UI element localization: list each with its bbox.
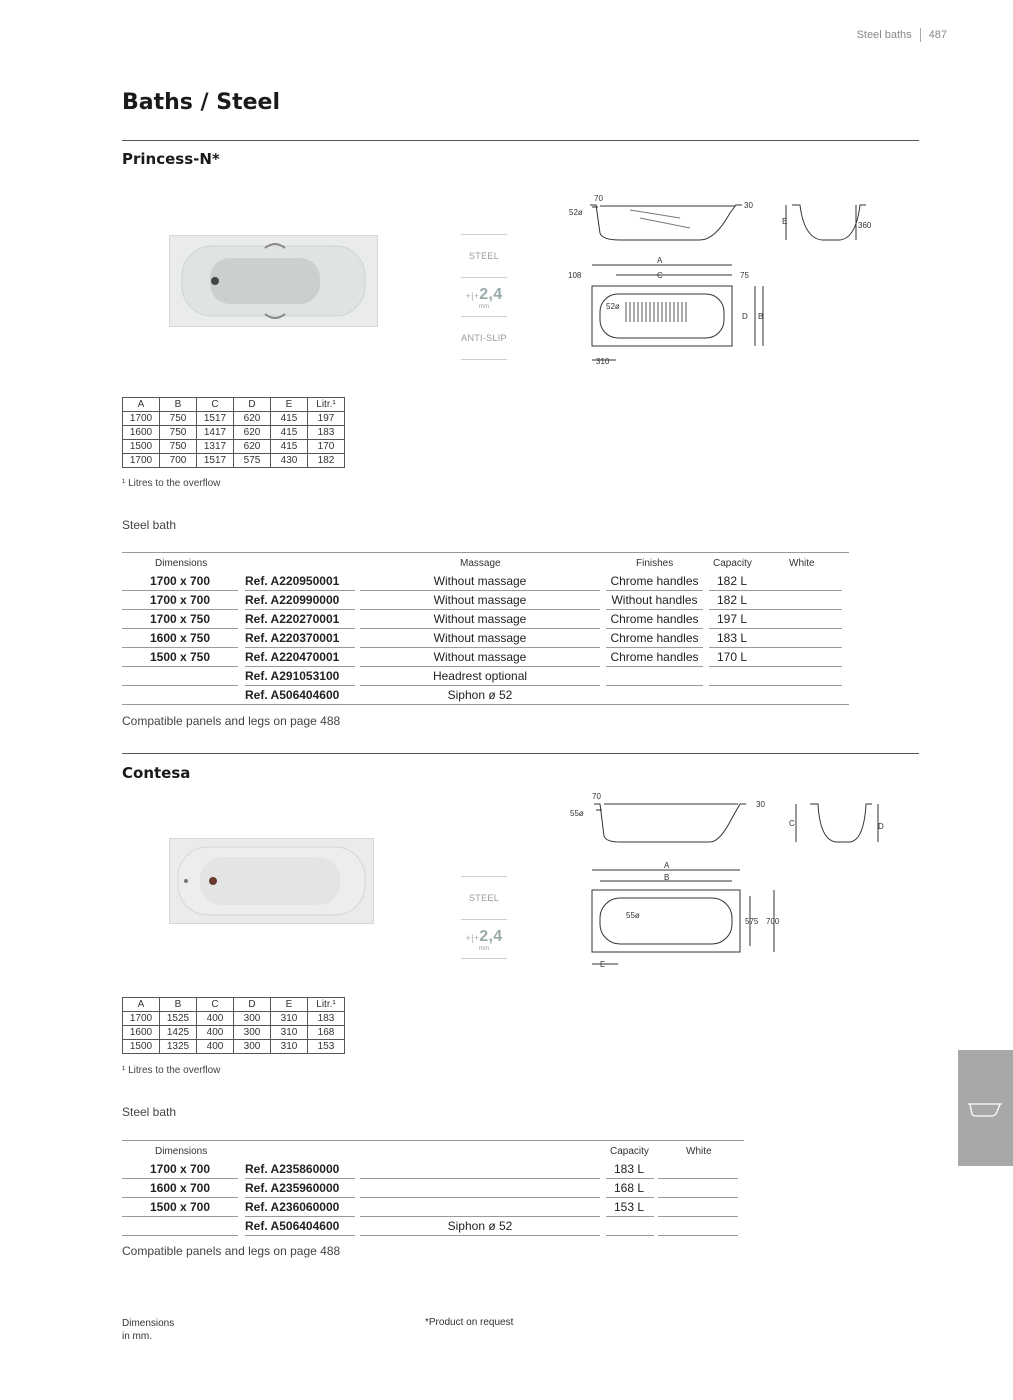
massage-cell: Without massage	[360, 648, 600, 667]
ref-cell: Ref. A236060000	[245, 1198, 355, 1217]
dim-label: A	[657, 256, 663, 265]
table-row: 1700 750 1517 620 415 197	[123, 412, 345, 426]
massage-cell: Headrest optional	[360, 667, 600, 686]
section-label: Steel baths	[856, 28, 912, 41]
white-cell	[658, 1198, 738, 1217]
table-row	[122, 648, 849, 667]
dim-label: 52ø	[606, 302, 620, 311]
section-tab[interactable]	[958, 1050, 1013, 1166]
dimension-cell: 1500 x 700	[122, 1198, 238, 1217]
bathtub-image	[170, 839, 373, 923]
white-cell	[658, 1179, 738, 1198]
dim-label: A	[664, 861, 670, 870]
table-row	[122, 686, 849, 705]
page-title: Baths / Steel	[122, 90, 280, 115]
extra-cell	[360, 1198, 600, 1217]
white-cell	[658, 1217, 738, 1236]
dimension-cell	[122, 686, 238, 705]
divider	[122, 753, 919, 754]
bathtub-icon	[958, 1050, 1013, 1166]
capacity-cell	[606, 1217, 654, 1236]
steel-badge: STEEL	[468, 251, 499, 261]
page-header	[857, 28, 947, 42]
capacity-cell: 183 L	[709, 629, 765, 648]
dimension-cell	[122, 1217, 238, 1236]
dim-label: C	[789, 819, 795, 828]
massage-cell: Without massage	[360, 610, 600, 629]
ref-cell: Ref. A235960000	[245, 1179, 355, 1198]
dimension-cell: 1700 x 750	[122, 610, 238, 629]
page-number: 487	[928, 28, 947, 41]
capacity-cell	[709, 667, 765, 686]
contesa-product-table	[122, 1140, 744, 1240]
top-view	[592, 265, 763, 360]
ref-cell: Ref. A220990000	[245, 591, 355, 610]
footer-dims: Dimensions in mm.	[122, 1318, 175, 1342]
dimension-cell: 1700 x 700	[122, 572, 238, 591]
princess-title: Princess-N*	[122, 150, 220, 168]
dim-label: 310	[596, 357, 610, 366]
white-cell	[763, 610, 842, 629]
ref-cell: Ref. A235860000	[245, 1160, 355, 1179]
ref-cell: Ref. A506404600	[245, 686, 355, 705]
table-row	[122, 629, 849, 648]
dim-label: 55ø	[570, 809, 584, 818]
dim-label: B	[758, 312, 764, 321]
end-view	[786, 205, 866, 240]
contesa-title: Contesa	[122, 764, 191, 782]
side-view	[594, 804, 746, 842]
princess-dims-table: A B C D E Litr.¹ 1700 750 1517 620 415 197 1600 750 1417 620 415 183 1500 750 1317 620 415 170 1700 700 1517 575 430 182	[122, 397, 345, 468]
end-view	[796, 804, 878, 842]
finish-cell: Chrome handles	[606, 648, 703, 667]
divider	[122, 140, 919, 141]
white-cell	[763, 591, 842, 610]
dim-label: 360	[858, 221, 872, 230]
table-row	[122, 1198, 744, 1217]
contesa-drawing	[560, 788, 890, 973]
dimension-cell: 1700 x 700	[122, 1160, 238, 1179]
table-row: 1600 1425 400 300 310 168	[123, 1026, 345, 1040]
dim-label: C	[657, 271, 663, 280]
white-cell	[763, 686, 842, 705]
contesa-badges	[461, 876, 507, 959]
finish-cell: Chrome handles	[606, 629, 703, 648]
ref-cell: Ref. A220950001	[245, 572, 355, 591]
capacity-cell: 183 L	[606, 1160, 654, 1179]
table-row	[122, 572, 849, 591]
princess-drawing	[560, 188, 880, 368]
princess-badges	[461, 234, 507, 360]
table-row	[122, 1179, 744, 1198]
footnote: ¹ Litres to the overflow	[122, 1065, 221, 1076]
footer-note: *Product on request	[425, 1317, 514, 1328]
ref-cell: Ref. A220470001	[245, 648, 355, 667]
ref-cell: Ref. A220270001	[245, 610, 355, 629]
compat-note: Compatible panels and legs on page 488	[122, 1244, 341, 1258]
thickness-icon: +|+2,4	[465, 928, 503, 945]
dim-label: 52ø	[569, 208, 583, 217]
massage-cell: Without massage	[360, 629, 600, 648]
dim-label: B	[664, 873, 670, 882]
dim-label: 30	[744, 201, 753, 210]
subtitle: Steel bath	[122, 518, 177, 532]
dim-label: D	[742, 312, 748, 321]
contesa-photo	[169, 838, 374, 924]
ref-cell: Ref. A220370001	[245, 629, 355, 648]
finish-cell: Without handles	[606, 591, 703, 610]
dim-label: 575	[745, 917, 759, 926]
table-header: Dimensions Massage Finishes Capacity White	[155, 558, 815, 569]
dim-label: 55ø	[626, 911, 640, 920]
capacity-cell: 170 L	[709, 648, 765, 667]
extra-cell	[360, 1179, 600, 1198]
table-row	[122, 591, 849, 610]
finish-cell: Chrome handles	[606, 572, 703, 591]
dim-label: 700	[766, 917, 780, 926]
dimension-cell: 1700 x 700	[122, 591, 238, 610]
dimension-cell: 1500 x 750	[122, 648, 238, 667]
white-cell	[763, 667, 842, 686]
capacity-cell: 197 L	[709, 610, 765, 629]
footnote: ¹ Litres to the overflow	[122, 478, 221, 489]
table-row: 1600 750 1417 620 415 183	[123, 426, 345, 440]
table-row: 1700 700 1517 575 430 182	[123, 454, 345, 468]
dim-label: E	[600, 960, 606, 969]
white-cell	[763, 648, 842, 667]
princess-photo	[169, 235, 378, 327]
capacity-cell: 153 L	[606, 1198, 654, 1217]
thickness-icon: +|+2,4	[465, 286, 503, 303]
table-row	[122, 667, 849, 686]
subtitle: Steel bath	[122, 1105, 177, 1119]
dim-label: 75	[740, 271, 749, 280]
table-row: 1700 1525 400 300 310 183	[123, 1012, 345, 1026]
table-row	[122, 1160, 744, 1179]
table-header: Dimensions Capacity White	[155, 1146, 712, 1157]
dimension-cell: 1600 x 750	[122, 629, 238, 648]
white-cell	[658, 1160, 738, 1179]
table-row	[122, 610, 849, 629]
side-view	[590, 205, 742, 240]
dim-label: 108	[568, 271, 582, 280]
extra-cell	[360, 1160, 600, 1179]
finish-cell	[606, 686, 703, 705]
compat-note: Compatible panels and legs on page 488	[122, 714, 341, 728]
ref-cell: Ref. A506404600	[245, 1217, 355, 1236]
dim-label: 30	[756, 800, 765, 809]
massage-cell: Without massage	[360, 591, 600, 610]
dim-label: 70	[592, 792, 601, 801]
contesa-dims-table: A B C D E Litr.¹ 1700 1525 400 300 310 183 1600 1425 400 300 310 168 1500 1325 400 300 310 153	[122, 997, 345, 1054]
capacity-cell: 182 L	[709, 572, 765, 591]
bathtub-image	[170, 236, 377, 326]
extra-cell: Siphon ø 52	[360, 1217, 600, 1236]
finish-cell: Chrome handles	[606, 610, 703, 629]
antislip-badge: ANTI-SLIP	[461, 333, 507, 343]
capacity-cell: 182 L	[709, 591, 765, 610]
capacity-cell	[709, 686, 765, 705]
princess-product-table	[122, 552, 849, 712]
dim-label: E	[782, 217, 788, 226]
dim-label: 70	[594, 194, 603, 203]
white-cell	[763, 572, 842, 591]
thickness-unit: mm	[478, 946, 490, 952]
table-row: 1500 750 1317 620 415 170	[123, 440, 345, 454]
white-cell	[763, 629, 842, 648]
massage-cell: Without massage	[360, 572, 600, 591]
steel-badge: STEEL	[468, 893, 499, 903]
table-row	[122, 1217, 744, 1236]
dimension-cell: 1600 x 700	[122, 1179, 238, 1198]
ref-cell: Ref. A291053100	[245, 667, 355, 686]
finish-cell	[606, 667, 703, 686]
thickness-unit: mm	[478, 304, 490, 310]
table-row: 1500 1325 400 300 310 153	[123, 1040, 345, 1054]
massage-cell: Siphon ø 52	[360, 686, 600, 705]
capacity-cell: 168 L	[606, 1179, 654, 1198]
dimension-cell	[122, 667, 238, 686]
dim-label: D	[878, 822, 884, 831]
